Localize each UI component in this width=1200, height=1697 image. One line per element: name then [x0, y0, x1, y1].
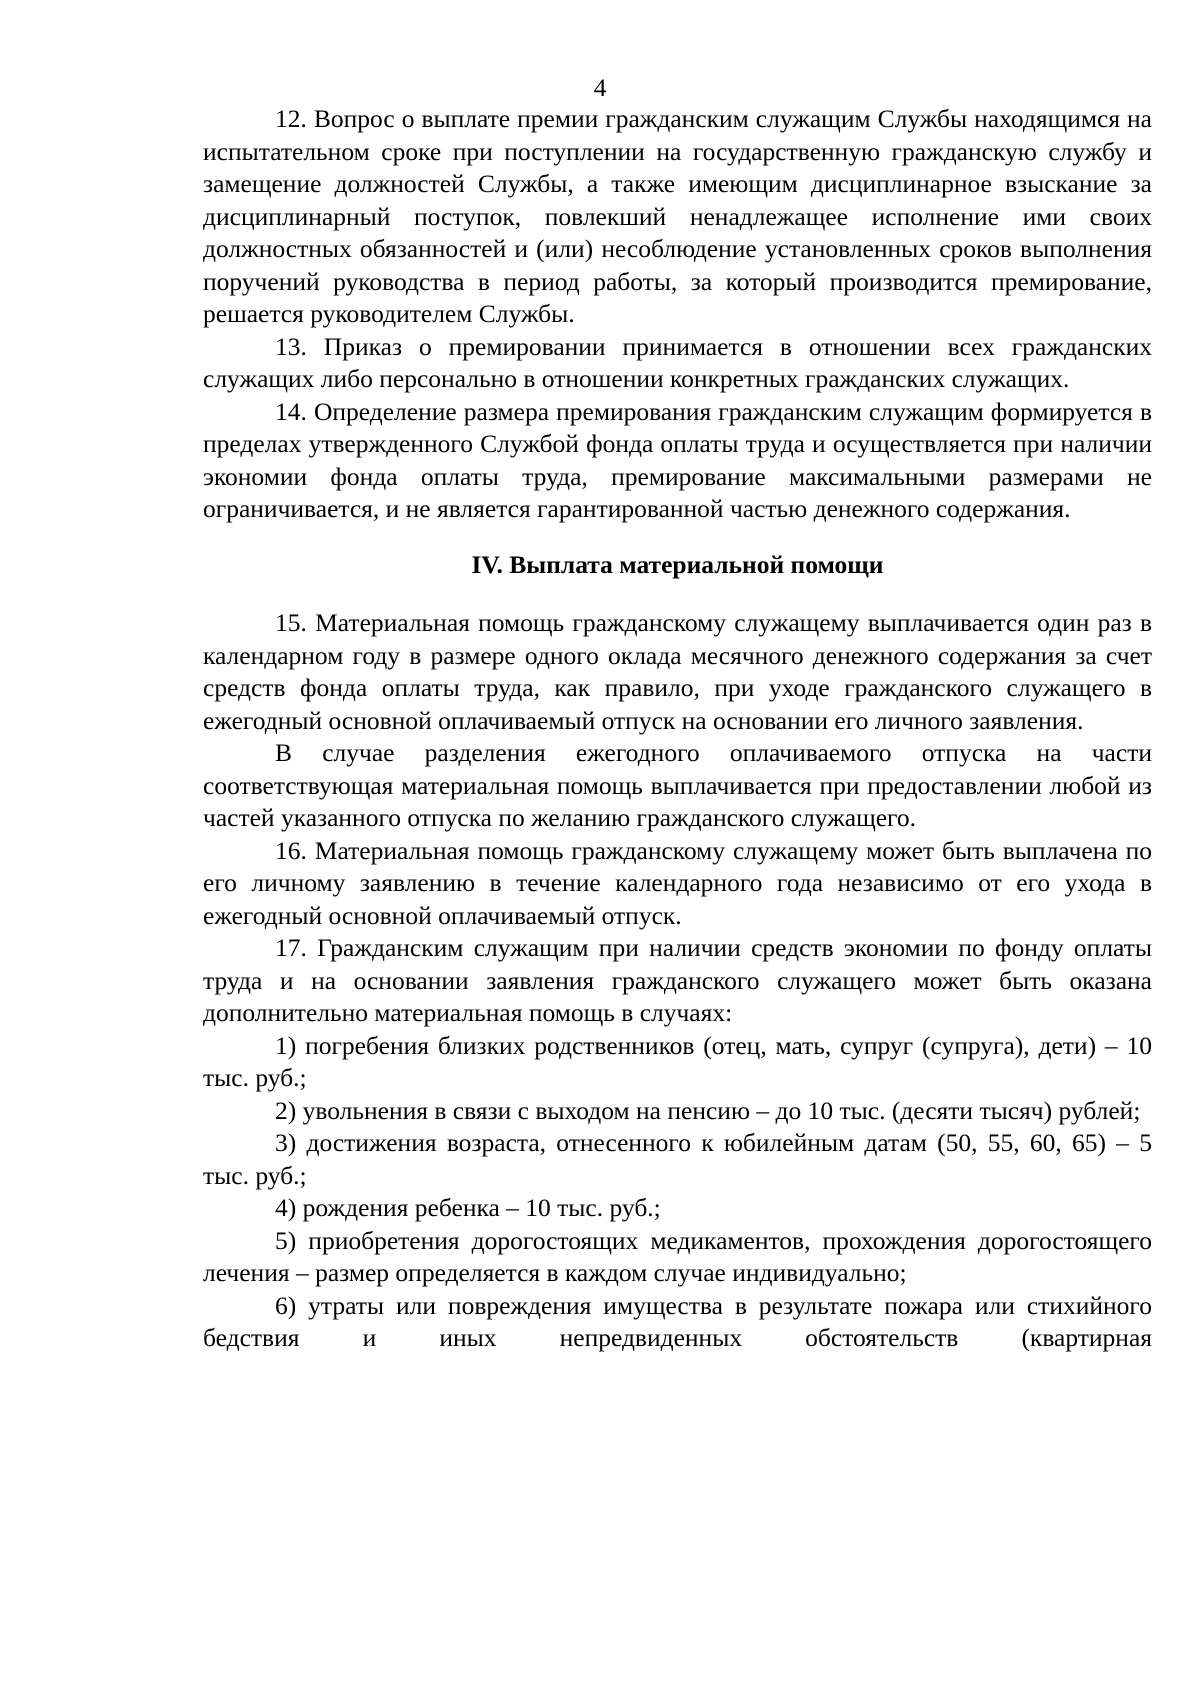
paragraph-15: 15. Материальная помощь гражданскому служащему выплачивается один раз в календарном году в размере одного оклада месячного денежного содержания за счет средств фонда оплаты труда, как правило, при уходе гражданского служащего в ежегодный основной оплачиваемый отпуск на основании его личного заявления. [203, 608, 1152, 735]
document-body [203, 103, 1152, 1355]
paragraph-16: 16. Материальная помощь гражданскому служащему может быть выплачена по его личному заявлению в течение календарного года независимо от его ухода в ежегодный основной оплачиваемый отпуск. [203, 835, 1152, 930]
paragraph-14: 14. Определение размера премирования гражданским служащим формируется в пределах утвержденного Службой фонда оплаты труда и осуществляется при наличии экономии фонда оплаты труда, премирование максимальными размерами не ограничивается, и не является гарантированной частью денежного содержания. [203, 396, 1152, 523]
list-item-4: 4) рождения ребенка – 10 тыс. руб.; [275, 1193, 661, 1222]
list-item-1: 1) погребения близких родственников (отец, мать, супруг (супруга), дети) – 10 тыс. руб.; [203, 1030, 1152, 1092]
list-item-5: 5) приобретения дорогостоящих медикаментов, прохождения дорогостоящего лечения – размер определяется в каждом случае индивидуально; [203, 1225, 1152, 1287]
section-heading: IV. Выплата материальной помощи [471, 549, 884, 579]
list-item-2: 2) увольнения в связи с выходом на пенсию – до 10 тыс. (десяти тысяч) рублей; [275, 1095, 1141, 1125]
paragraph-12: 12. Вопрос о выплате премии гражданским служащим Службы находящимся на испытательном сроке при поступлении на государственную гражданскую службу и замещение должностей Службы, а также имеющим дисциплинарное взыскание за дисциплинарный поступок, повлекший ненадлежащее исполнение ими своих должностных обязанностей и (или) несоблюдение установленных сроков выполнения поручений руководства в период работы, за который производится премирование, решается руководителем Службы. [203, 104, 1152, 328]
list-item-3: 3) достижения возраста, отнесенного к юбилейным датам (50, 55, 60, 65) – 5 тыс. руб.; [203, 1128, 1152, 1190]
page-number: 4 [593, 73, 607, 102]
paragraph-13: 13. Приказ о премировании принимается в отношении всех гражданских служащих либо персонально в отношении конкретных гражданских служащих. [203, 331, 1152, 393]
paragraph-17: 17. Гражданским служащим при наличии средств экономии по фонду оплаты труда и на основании заявления гражданского служащего может быть оказана дополнительно материальная помощь в случаях: [203, 933, 1152, 1027]
paragraph-15-continued: В случае разделения ежегодного оплачиваемого отпуска на части соответствующая материальная помощь выплачивается при предоставлении любой из частей указанного отпуска по желанию гражданского служащего. [203, 738, 1152, 832]
list-item-6: 6) утраты или повреждения имущества в результате пожара или стихийного бедствия и иных непредвиденных обстоятельств (квартирная [203, 1290, 1152, 1352]
